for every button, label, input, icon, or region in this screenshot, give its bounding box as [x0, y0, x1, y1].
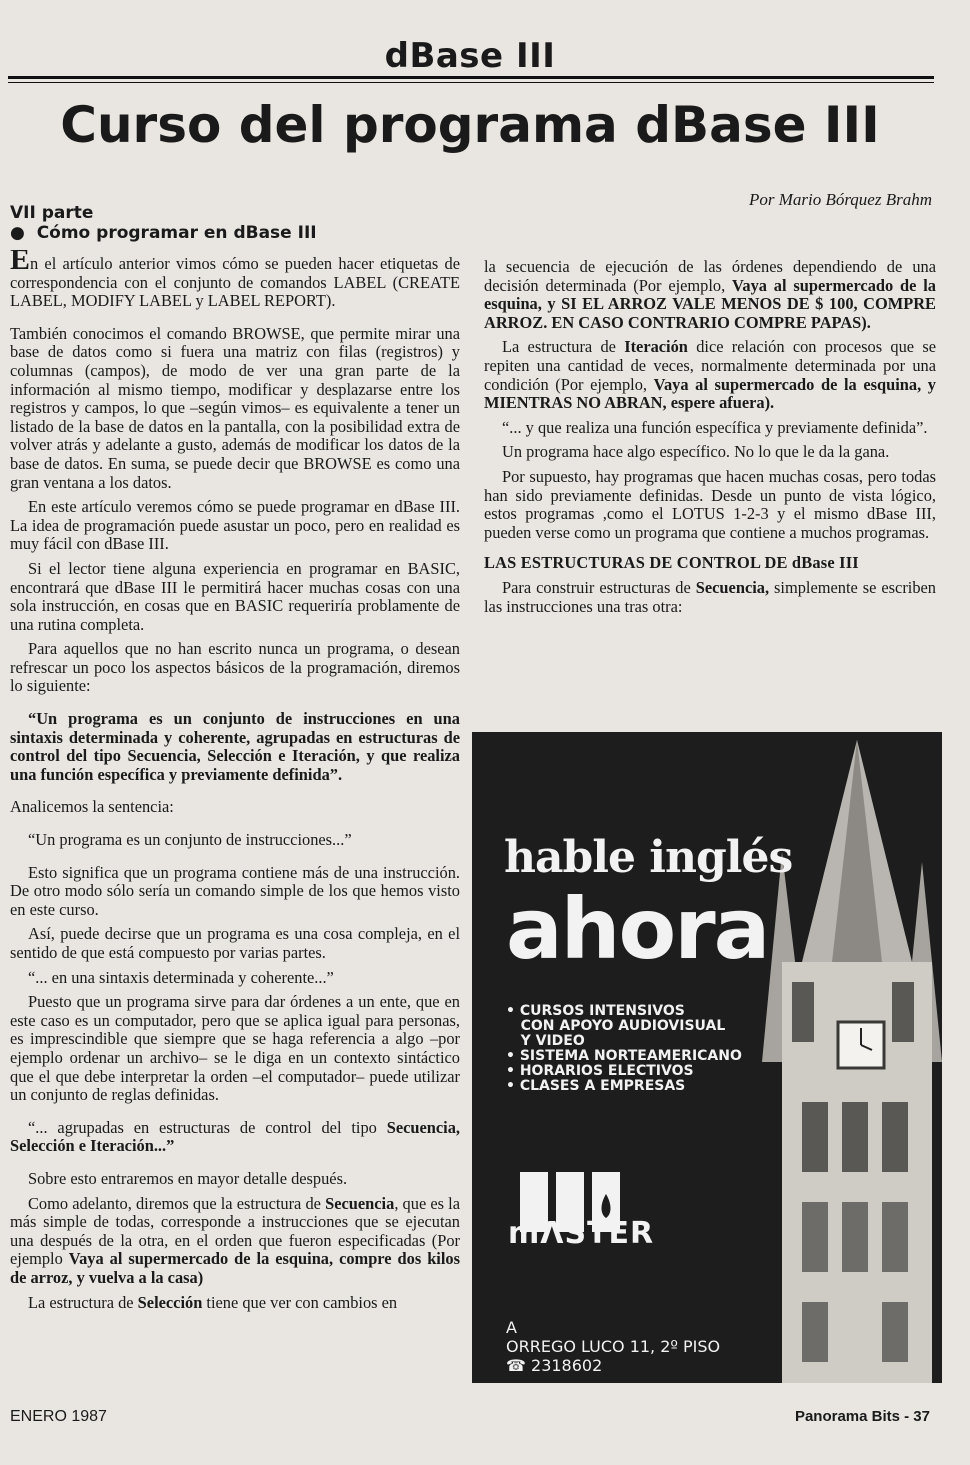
paragraph: La estructura de Iteración dice relación con procesos que se repiten una cantidad de veces, normalmente determinada por una condición (Por ejemplo, Vaya al supermercado de la esquina, y MIENTRAS NO ABRAN, espere afuera). — [484, 337, 936, 413]
address-line: A — [506, 1318, 517, 1337]
paragraph: Puesto que un programa sirve para dar órdenes a un ente, que en este caso es un computador, pero que se aplica igual para personas, es imprescindible que siempre que se haga referencia a algo –por ejemplo ordenar un archivo– se le diga en un contexto sintáctico que el que debe interpretar la orden –el computador– puede utilizar un conjunto de reglas definidas. — [10, 992, 460, 1105]
paragraph: La estructura de Selección tiene que ver con cambios en — [28, 1292, 398, 1312]
right-column — [484, 258, 936, 728]
definition-quote: “Un programa es un conjunto de instrucciones en una sintaxis determinada y coherente, agrupadas en estructuras de control del tipo Secuencia, Selección e Iteración, y que realiza una función específica y previamente definida”. — [10, 709, 460, 784]
paragraph: “Un programa es un conjunto de instrucciones...” — [28, 830, 352, 850]
article-part — [10, 203, 317, 243]
ad-bullet-list — [506, 1004, 742, 1094]
section-heading: LAS ESTRUCTURAS DE CONTROL DE dBase III — [484, 553, 859, 573]
ad-headline-large: ahora — [506, 880, 769, 978]
section-title: dBase III — [384, 36, 556, 76]
list-item: • CLASES A EMPRESAS — [506, 1078, 686, 1094]
paragraph: Analicemos la sentencia: — [10, 797, 174, 817]
list-item: • HORARIOS ELECTIVOS — [506, 1063, 694, 1079]
footer-page-number: Panorama Bits - 37 — [794, 1408, 930, 1425]
ad-headline: hable inglés — [504, 832, 793, 883]
paragraph: “... agrupadas en estructuras de control del tipo Secuencia, Selección e Iteración...” — [10, 1117, 460, 1156]
advertisement — [472, 732, 942, 1383]
article-title: Curso del programa dBase III — [60, 96, 880, 154]
paragraph: En el artículo anterior vimos cómo se pueden hacer etiquetas de correspondencia con el conjunto de comandos LABEL (CREATE LABEL, MODIFY LABEL y LABEL REPORT). — [10, 250, 460, 311]
footer-date: ENERO 1987 — [10, 1408, 107, 1425]
phone-number: ☎ 2318602 — [506, 1356, 603, 1375]
ad-address — [506, 1318, 720, 1375]
paragraph: Como adelanto, diremos que la estructura de Secuencia, que es la más simple de todas, corresponde a instrucciones que se ejecutan una después de la otra, en el orden que fueron especificadas (Por ejemplo Vaya al supermercado de la esquina, compre dos kilos de arroz, y vuelva a la casa) — [10, 1193, 460, 1287]
paragraph: Para aquellos que no han escrito nunca un programa, o desean refrescar un poco los aspectos básicos de la programación, diremos lo siguiente: — [10, 639, 460, 696]
bullet-icon: ● — [10, 223, 25, 243]
paragraph: Esto significa que un programa contiene más de una instrucción. De otro modo sólo sería un comando simple de los que hemos visto en este curso. — [10, 862, 460, 919]
paragraph: Por supuesto, hay programas que hacen muchas cosas, pero todas han sido previamente definidas. Desde un punto de vista lógico, estos programas ,como el LOTUS 1-2-3 y el mismo dBase III, pueden verse como un programa que contiene a muchos programas. — [484, 466, 936, 542]
paragraph: También conocimos el comando BROWSE, que permite mirar una base de datos como si fuera una matriz con filas (registros) y columnas (campos), de modo de ver una gran parte de la información al mismo tiempo, modificar y desplazarse entre los registros y campos, lo que –según vimos– es equivalente a tener un listado de la base de datos en la pantalla, con la posibilidad extra de volver atrás y adelante a gusto, además de modificar los datos de la base de datos. En suma, se puede decir que BROWSE es como una gran ventana a los datos. — [10, 323, 460, 492]
list-item: Y VIDEO — [506, 1033, 585, 1049]
paragraph: En este artículo veremos cómo se puede programar en dBase III. La idea de programación puede asustar un poco, pero en realidad es muy fácil con dBase III. — [10, 497, 460, 554]
drop-cap: E — [10, 250, 31, 276]
list-item: • CURSOS INTENSIVOS — [506, 1003, 685, 1019]
paragraph: Sobre esto entraremos en mayor detalle después. — [28, 1168, 348, 1188]
article-subtitle — [10, 223, 317, 243]
paragraph: Para construir estructuras de Secuencia, simplemente se escriben las instrucciones una tras otra: — [484, 577, 936, 616]
header-rule-thin — [8, 82, 934, 83]
left-column — [10, 250, 460, 1390]
list-item: • SISTEMA NORTEAMERICANO — [506, 1048, 742, 1064]
address-line: ORREGO LUCO 11, 2º PISO — [506, 1337, 721, 1356]
paragraph: “... en una sintaxis determinada y coherente...” — [28, 967, 334, 987]
paragraph: Si el lector tiene alguna experiencia en programar en BASIC, encontrará que dBase III le permitirá hacer muchas cosas con una sola instrucción, en cosas que en BASIC requeriría problamente de una rutina completa. — [10, 558, 460, 634]
list-item: CON APOYO AUDIOVISUAL — [506, 1018, 726, 1034]
subtitle-text: Cómo programar en dBase III — [36, 223, 317, 243]
paragraph: la secuencia de ejecución de las órdenes dependiendo de una decisión determinada (Por ejemplo, Vaya al supermercado de la esquina, y SI EL ARROZ VALE MENOS DE $ 100, COMPRE ARROZ. EN CASO CONTRARIO COMPRE PAPAS). — [484, 258, 936, 332]
byline: Por Mario Bórquez Brahm — [748, 190, 932, 209]
paragraph: Un programa hace algo específico. No lo que le da la gana. — [502, 442, 890, 462]
paragraph: “... y que realiza una función específica y previamente definida”. — [502, 417, 928, 437]
clock-tower-illustration — [762, 732, 942, 1383]
header-rule — [8, 76, 934, 79]
part-label: VII parte — [10, 203, 94, 223]
ad-brand: mΛSTER — [508, 1216, 655, 1251]
paragraph: Así, puede decirse que un programa es una cosa compleja, en el sentido de que está compuesto por varias partes. — [10, 924, 460, 962]
